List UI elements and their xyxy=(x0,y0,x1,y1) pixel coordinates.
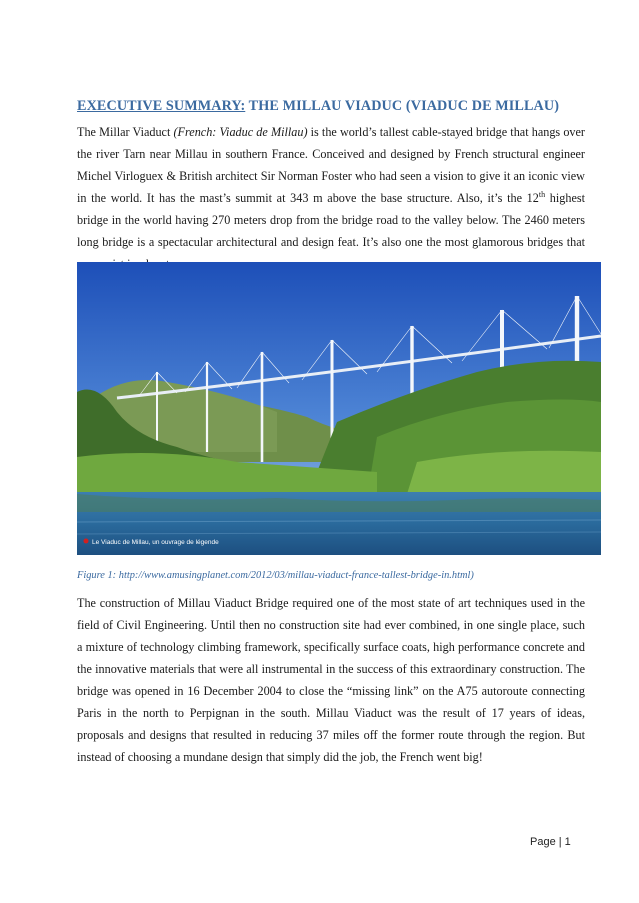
page-number: Page | 1 xyxy=(530,836,571,848)
heading-lead: EXECUTIVE SUMMARY: xyxy=(77,98,246,114)
figure-caption: Figure 1: http://www.amusingplanet.com/2012/03/millau-viaduct-france-tallest-bridge-in.html) xyxy=(77,570,474,581)
construction-paragraph: The construction of Millau Viaduct Bridge required one of the most state of art techniques used in the field of Civil Engineering. Until then no construction site had ever combined, in one single place, such a mixture of technology climbing framework, specifically surface coats, high performance concrete and the innovative materials that were all instrumental in the success of this extraordinary construction. The bridge was opened in 16 December 2004 to close the “missing link” on the A75 autoroute connecting Paris in the north to Perpignan in the south. Millau Viaduct was the result of 17 years of ideas, proposals and designs that resulted in reducing 37 miles off the former route through the region. But instead of choosing a mundane design that simply did the job, the French went big! xyxy=(77,596,585,764)
intro-french-name: (French: Viaduc de Millau) xyxy=(173,125,308,139)
intro-text-3: highest bridge in the world having 270 meters drop from the bridge road to the valley below. The 2460 meters long bridge is a spectacular architectural and design feat. It’s also one the most glamorous bridges that xyxy=(77,191,585,249)
intro-text-1: The Millar Viaduct xyxy=(77,125,174,139)
ordinal-suffix: th xyxy=(538,189,546,199)
section-heading xyxy=(77,98,587,115)
photo-caption: Le Viaduc de Millau, un ouvrage de légende xyxy=(92,539,219,546)
bridge-photo xyxy=(77,262,601,555)
intro-paragraph xyxy=(77,121,585,275)
intro-text-2: is the world’s tallest cable-stayed bridge that hangs over the river Tarn near Millau in southern France. Conceived and designed by French structural engineer Michel Virloguex & British architect Sir Norman Foster who had seen a vision to give it an iconic view in the world. It has the mast’s summit at 343 m above the base structure. Also, it’s the 12 xyxy=(77,125,585,205)
heading-title: THE MILLAU VIADUC (VIADUC DE MILLAU) xyxy=(245,98,560,114)
